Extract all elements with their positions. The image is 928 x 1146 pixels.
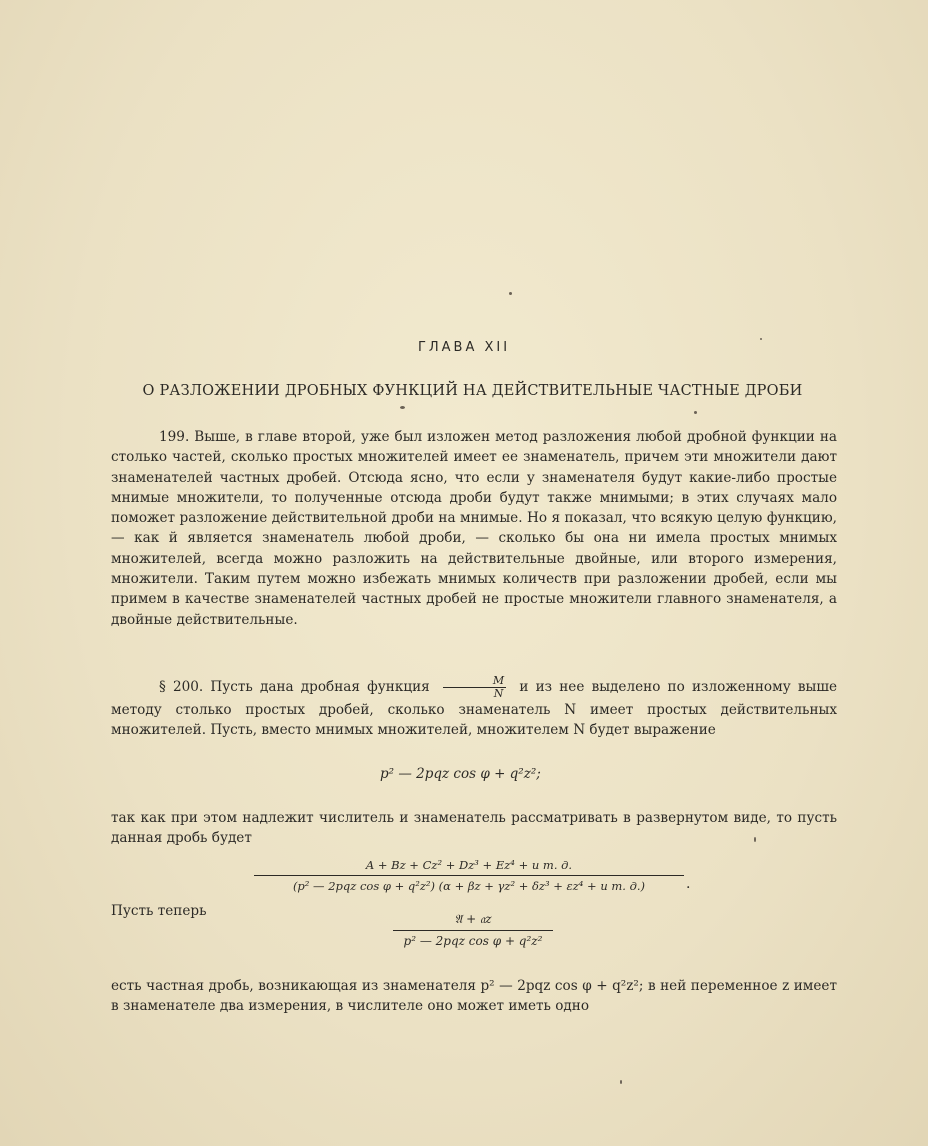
scan-speck	[694, 411, 697, 414]
paragraph-developed-form: так как при этом надлежит числитель и знаменатель рассматривать в развернутом виде, то пусть данная дробь будет	[111, 810, 837, 847]
paragraph-200-start: § 200. Пусть дана дробная функция	[159, 679, 430, 695]
paragraph-partial-fraction: есть частная дробь, возникающая из знаменателя p² — 2pqz cos φ + q²z²; в ней переменное z имеет в знаменателе два измерения, в числителе оно может иметь одно	[111, 978, 837, 1015]
inline-fraction	[443, 675, 506, 700]
formula-quadratic-factor: p² — 2pqz cos φ + q²z²;	[380, 766, 541, 782]
chapter-heading: ГЛАВА XII	[417, 340, 511, 355]
formula-given-fraction	[254, 858, 684, 893]
formula-partial-fraction	[393, 912, 553, 948]
scan-speck	[620, 1080, 622, 1084]
chapter-title: О РАЗЛОЖЕНИИ ДРОБНЫХ ФУНКЦИЙ НА ДЕЙСТВИТЕЛЬНЫЕ ЧАСТНЫЕ ДРОБИ	[142, 383, 803, 399]
scan-speck	[400, 406, 405, 409]
label-let-now: Пусть теперь	[111, 903, 207, 919]
formula-end-period: .	[686, 876, 691, 892]
inline-fraction-numerator: M	[443, 675, 506, 688]
partial-fraction-denominator: p² — 2pqz cos φ + q²z²	[403, 934, 543, 948]
given-fraction-numerator: A + Bz + Cz² + Dz³ + Ez⁴ + и т. д.	[254, 858, 684, 876]
scan-speck	[760, 338, 762, 340]
given-fraction-denominator: (p² — 2pqz cos φ + q²z²) (α + βz + γz² + δz³ + εz⁴ + и т. д.)	[292, 879, 646, 893]
partial-fraction-numerator: 𝔄 + 𝔞z	[393, 912, 553, 931]
scan-speck	[754, 837, 756, 842]
scan-speck	[509, 292, 512, 295]
paragraph-199: 199. Выше, в главе второй, уже был изложен метод разложения любой дробной функции на столько частей, сколько простых множителей имеет ее знаменатель, причем эти множители дают знаменателей частных дробей. Отсюда ясно, что если у знаменателя будут какие-либо простые мнимые множители, то полученные отсюда дроби будут также мнимыми; в этих случаях мало поможет разложение действительной дроби на мнимые. Но я показал, что всякую целую функцию, — как й является знаменатель любой дроби, — сколько бы она ни имела простых мнимых множителей, всегда можно разложить на действительные двойные, или второго измерения, множители. Таким путем можно избежать мнимых количеств при разложении дробей, если мы примем в качестве знаменателей частных дробей не простые множители главного знаменателя, а двойные действительные.	[111, 429, 837, 628]
inline-fraction-denominator: N	[493, 687, 504, 700]
paragraph-200-rest: и из нее выделено по изложенному выше методу столько простых дробей, сколько знаменатель N имеет простых действительных множителей. Пусть, вместо мнимых множителей, множителем N будет выражение	[111, 679, 838, 739]
paragraph-200	[111, 675, 837, 741]
